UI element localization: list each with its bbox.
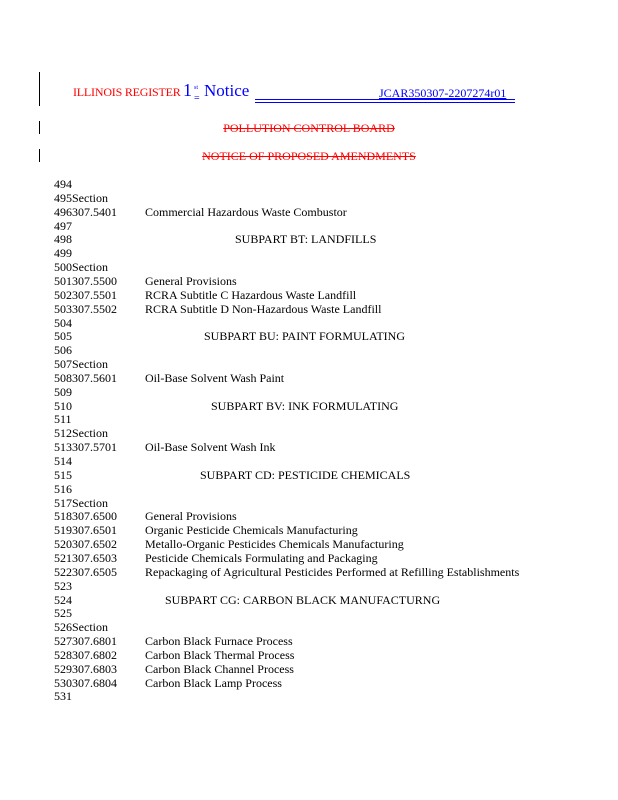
section-title: Metallo-Organic Pesticides Chemicals Manufacturing xyxy=(145,537,404,552)
line-number: 499 xyxy=(54,246,72,261)
line-number: 523 xyxy=(54,578,72,593)
line-number: 504 xyxy=(54,315,72,330)
section-number: 307.6505 xyxy=(72,564,117,579)
subpart-heading: SUBPART BU: PAINT FORMULATING xyxy=(204,329,405,344)
section-title: Carbon Black Furnace Process xyxy=(145,634,293,649)
section-title: Oil-Base Solvent Wash Paint xyxy=(145,370,285,385)
section-number: 307.6801 xyxy=(72,634,117,649)
section-number: 307.6501 xyxy=(72,523,117,538)
line-number: 507 xyxy=(54,357,72,372)
line-number: 512 xyxy=(54,426,72,441)
page-number-superscript: st xyxy=(194,85,199,91)
section-title: Organic Pesticide Chemicals Manufacturing xyxy=(145,523,358,538)
section-number: 307.6500 xyxy=(72,509,117,524)
section-title: General Provisions xyxy=(145,509,237,524)
notice-title: NOTICE OF PROPOSED AMENDMENTS xyxy=(202,149,416,163)
document-line xyxy=(54,260,594,274)
document-line xyxy=(54,371,594,385)
line-number: 530 xyxy=(54,675,72,690)
line-number: 514 xyxy=(54,454,72,468)
line-number: 494 xyxy=(54,177,72,191)
document-line xyxy=(54,232,594,246)
section-heading: Section xyxy=(72,260,108,275)
subpart-heading: SUBPART CG: CARBON BLACK MANUFACTURNG xyxy=(165,592,441,607)
section-heading: Section xyxy=(72,426,108,441)
section-heading: Section xyxy=(72,357,108,372)
line-number: 525 xyxy=(54,606,72,621)
document-line xyxy=(54,274,594,288)
section-title: Carbon Black Lamp Process xyxy=(145,675,282,690)
document-line xyxy=(54,551,594,565)
document-line xyxy=(54,385,594,399)
section-title: Repackaging of Agricultural Pesticides Performed at Refilling Establishments xyxy=(145,564,520,579)
line-number: 518 xyxy=(54,509,72,524)
document-line xyxy=(54,537,594,551)
document-line xyxy=(54,454,594,468)
line-number: 522 xyxy=(54,564,72,579)
line-number: 506 xyxy=(54,343,72,358)
line-number: 510 xyxy=(54,398,72,413)
section-title: Carbon Black Thermal Process xyxy=(145,647,295,662)
line-number: 509 xyxy=(54,384,72,399)
section-number: 307.5701 xyxy=(72,440,117,455)
document-line xyxy=(54,509,594,523)
document-line xyxy=(54,606,594,620)
subpart-heading: SUBPART BT: LANDFILLS xyxy=(235,232,377,247)
document-line xyxy=(54,648,594,662)
agency-title: POLLUTION CONTROL BOARD xyxy=(223,121,395,135)
document-line xyxy=(54,689,594,703)
jcar-code: JCAR350307-2207274r01 xyxy=(379,86,507,100)
document-line xyxy=(54,523,594,537)
section-title: Carbon Black Channel Process xyxy=(145,661,294,676)
line-number: 517 xyxy=(54,495,72,510)
document-line xyxy=(54,302,594,316)
document-line xyxy=(54,343,594,357)
line-number: 511 xyxy=(54,412,72,427)
section-title: RCRA Subtitle C Hazardous Waste Landfill xyxy=(145,287,357,302)
line-number: 528 xyxy=(54,647,72,662)
subpart-heading: SUBPART BV: INK FORMULATING xyxy=(211,398,399,413)
line-number: 502 xyxy=(54,287,72,302)
line-number: 503 xyxy=(54,301,72,316)
line-number: 501 xyxy=(54,273,72,288)
line-number: 513 xyxy=(54,440,72,455)
line-number: 527 xyxy=(54,634,72,649)
section-title: General Provisions xyxy=(145,273,237,288)
line-number: 505 xyxy=(54,329,72,344)
document-line xyxy=(54,412,594,426)
document-line xyxy=(54,676,594,690)
line-number: 529 xyxy=(54,661,72,676)
section-number: 307.5601 xyxy=(72,370,117,385)
line-number: 500 xyxy=(54,260,72,275)
change-bar xyxy=(39,72,40,106)
document-line xyxy=(54,426,594,440)
document-line xyxy=(54,357,594,371)
line-number: 531 xyxy=(54,689,72,704)
document-line xyxy=(54,468,594,482)
document-line xyxy=(54,399,594,413)
line-number: 524 xyxy=(54,592,72,607)
section-number: 307.6502 xyxy=(72,537,117,552)
section-heading: Section xyxy=(72,620,108,635)
document-line xyxy=(54,496,594,510)
line-number: 516 xyxy=(54,481,72,496)
section-title: Commercial Hazardous Waste Combustor xyxy=(145,204,347,219)
document-line xyxy=(54,440,594,454)
section-title: Pesticide Chemicals Formulating and Packaging xyxy=(145,550,378,565)
section-number: 307.6503 xyxy=(72,550,117,565)
section-title: RCRA Subtitle D Non-Hazardous Waste Landfill xyxy=(145,301,382,316)
document-line xyxy=(54,662,594,676)
section-number: 307.5502 xyxy=(72,301,117,316)
notice-label: Notice xyxy=(204,81,250,100)
section-number: 307.6802 xyxy=(72,647,117,662)
register-label: ILLINOIS REGISTER xyxy=(73,85,181,99)
document-line xyxy=(54,620,594,634)
line-number: 498 xyxy=(54,232,72,247)
line-number: 508 xyxy=(54,370,72,385)
section-number: 307.5500 xyxy=(72,273,117,288)
section-number: 307.5401 xyxy=(72,204,117,219)
line-number: 521 xyxy=(54,550,72,565)
document-line xyxy=(54,565,594,579)
document-line xyxy=(54,288,594,302)
document-line xyxy=(54,634,594,648)
document-line xyxy=(54,246,594,260)
section-number: 307.5501 xyxy=(72,287,117,302)
line-number: 515 xyxy=(54,467,72,482)
document-line xyxy=(54,482,594,496)
document-line xyxy=(54,191,594,205)
page-number: 1 xyxy=(183,80,192,100)
line-number: 520 xyxy=(54,537,72,552)
subpart-heading: SUBPART CD: PESTICIDE CHEMICALS xyxy=(200,467,411,482)
document-line xyxy=(54,205,594,219)
document-line xyxy=(54,219,594,233)
section-title: Oil-Base Solvent Wash Ink xyxy=(145,440,276,455)
document-line xyxy=(54,593,594,607)
line-number: 496 xyxy=(54,204,72,219)
document-line xyxy=(54,316,594,330)
section-heading: Section xyxy=(72,190,108,205)
page-number-marker: = xyxy=(194,93,200,104)
document-line xyxy=(54,579,594,593)
line-number: 519 xyxy=(54,523,72,538)
section-number: 307.6804 xyxy=(72,675,117,690)
document-line xyxy=(54,177,594,191)
line-number: 495 xyxy=(54,190,72,205)
section-number: 307.6803 xyxy=(72,661,117,676)
line-number: 497 xyxy=(54,218,72,233)
document-line xyxy=(54,329,594,343)
line-number: 526 xyxy=(54,620,72,635)
section-heading: Section xyxy=(72,495,108,510)
